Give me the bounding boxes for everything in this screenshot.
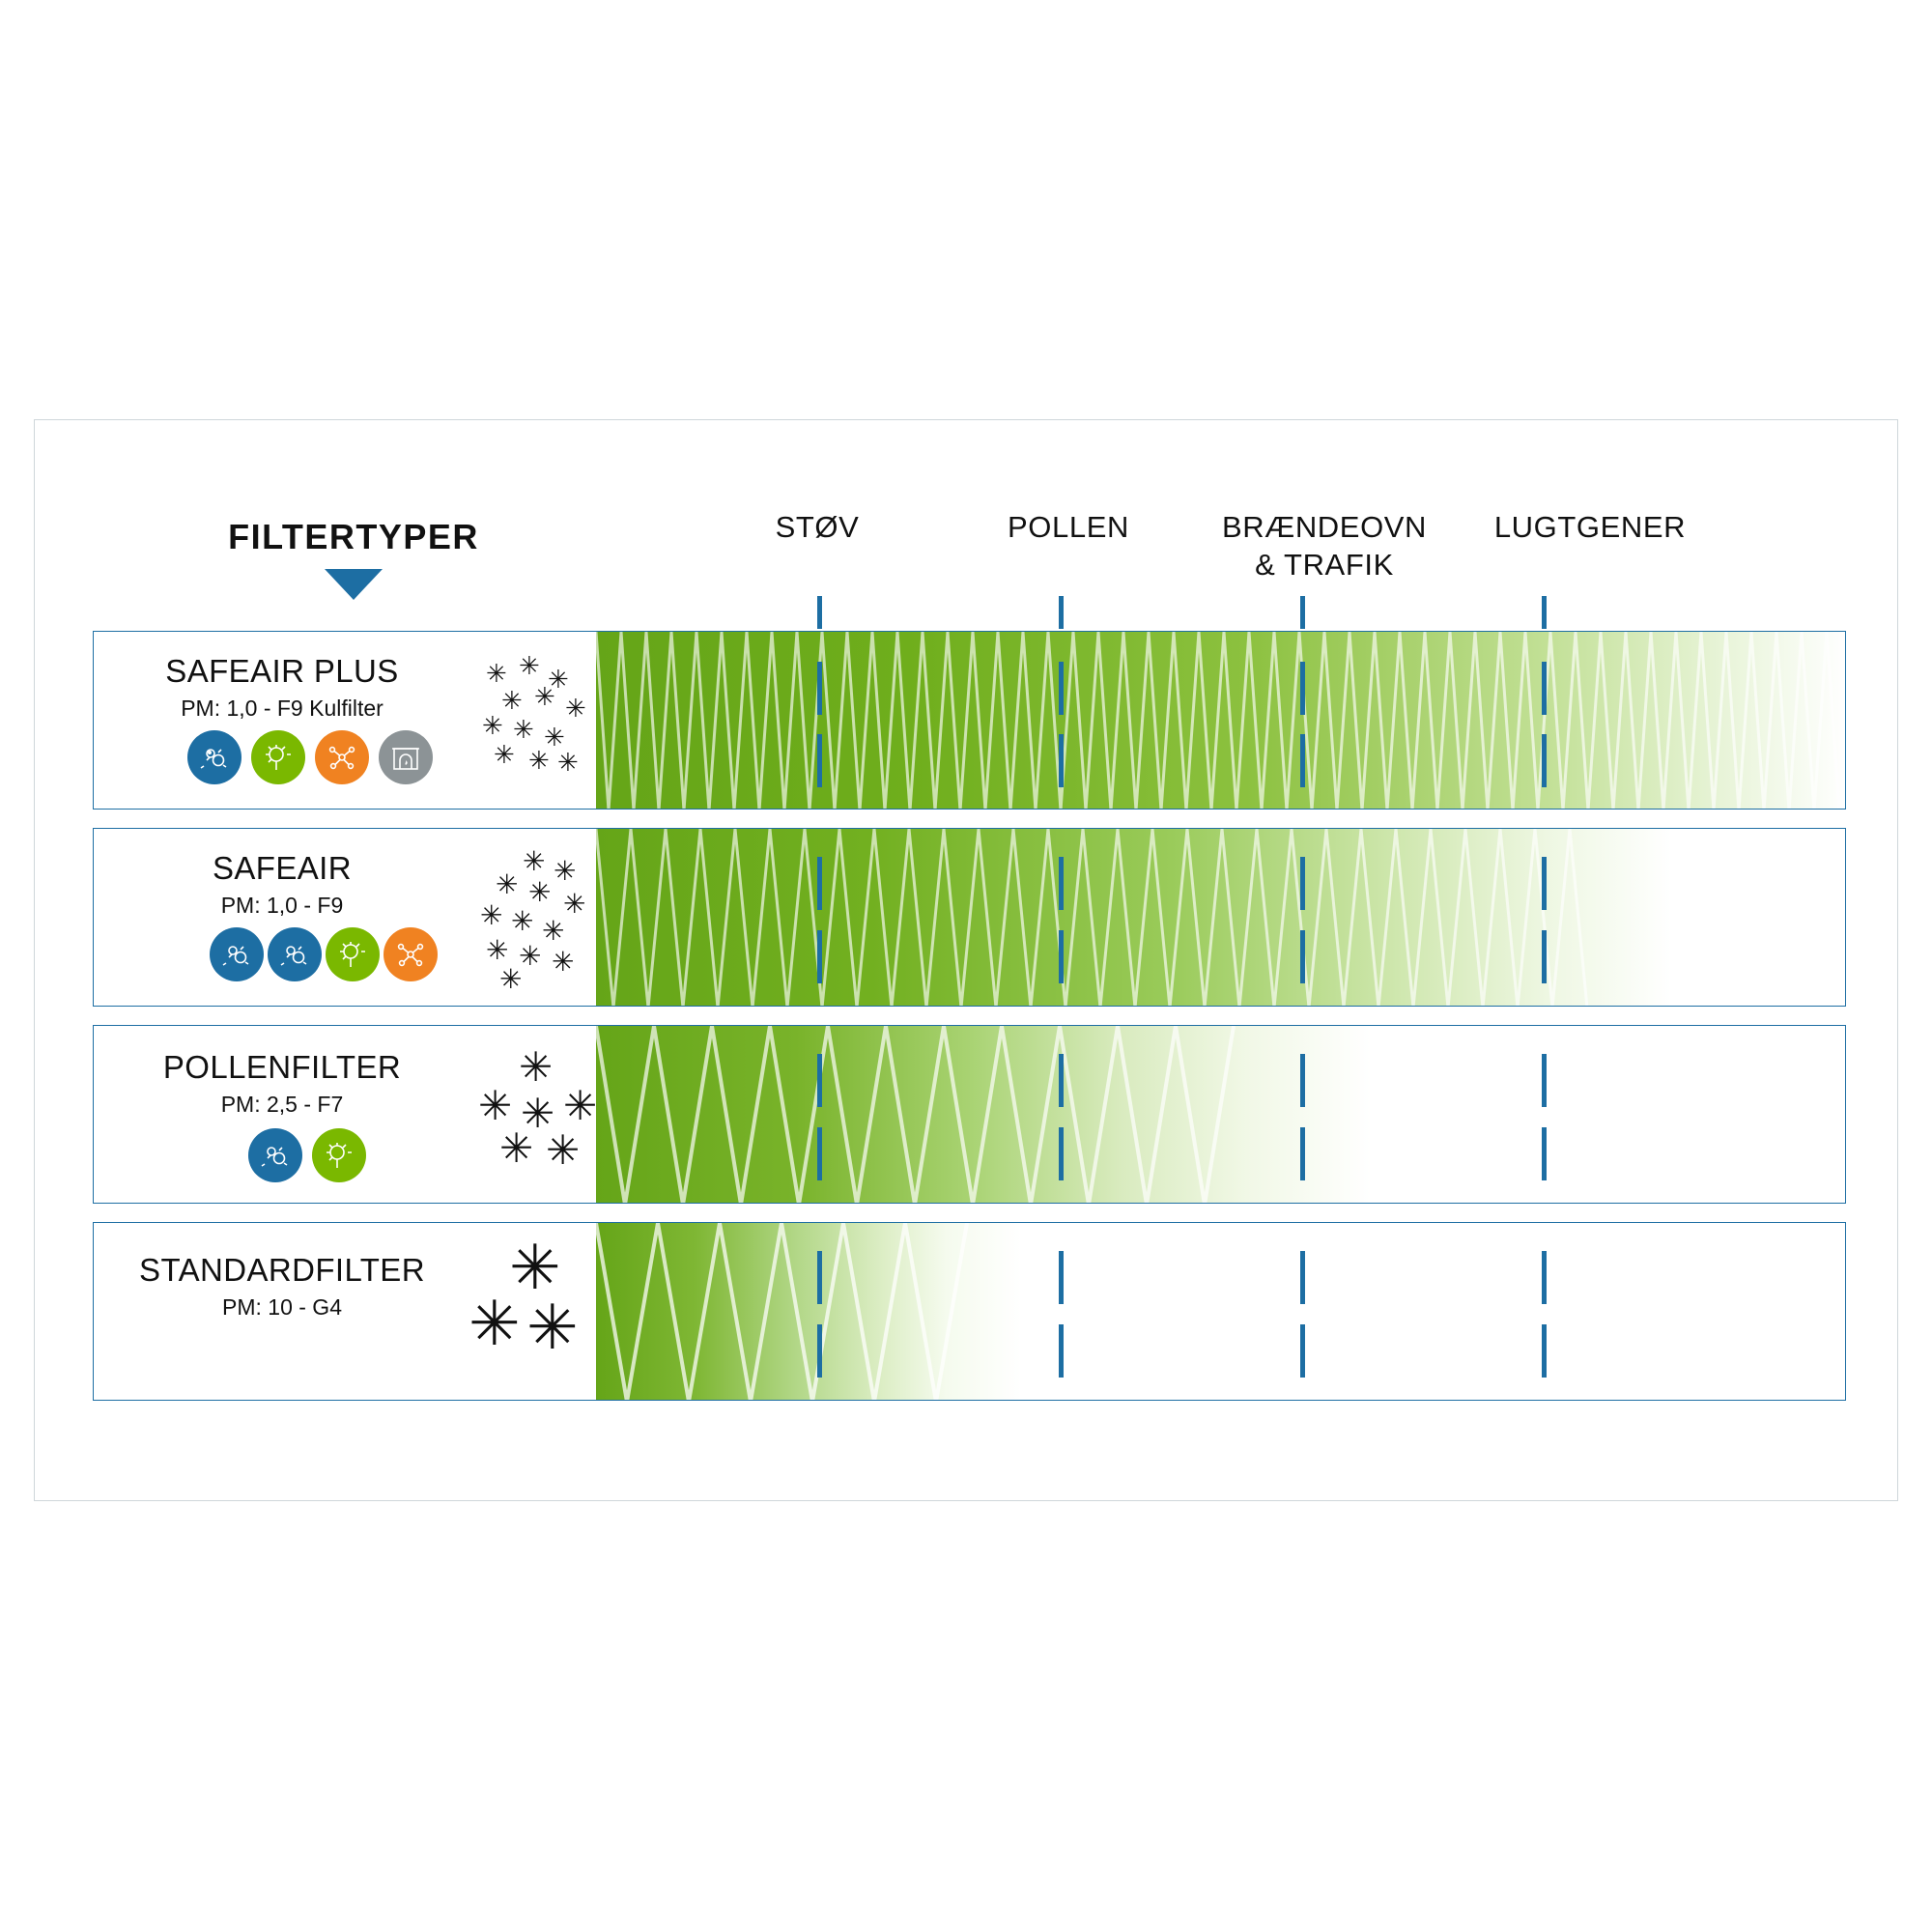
row-spec: PM: 1,0 - F9 Kulfilter <box>181 696 384 721</box>
row-spec: PM: 1,0 - F9 <box>220 893 344 918</box>
column-header-stov <box>711 509 923 547</box>
row-label-safeair-plus <box>94 632 596 809</box>
snowflake-cluster-small: ✳ ✳ ✳ ✳ ✳ ✳ ✳ ✳ ✳ ✳ ✳ ✳ <box>480 846 586 994</box>
tick-segment <box>1542 1324 1547 1378</box>
tick-mark-pollen <box>1059 596 1064 629</box>
row-label-safeair <box>94 829 596 1006</box>
fireplace-icon-grey <box>379 730 433 784</box>
table-row[interactable] <box>93 1025 1846 1204</box>
tick-mark-stov <box>817 596 822 629</box>
row-label-standardfilter <box>94 1223 596 1400</box>
tick-segment <box>1059 1251 1064 1304</box>
coverage-bar-safeair-plus <box>596 632 1846 809</box>
column-header-label: LUGTGENER <box>1493 510 1687 544</box>
page-title: FILTERTYPER <box>228 517 479 556</box>
zigzag-texture <box>596 829 1846 1007</box>
tick-segment <box>1059 662 1064 715</box>
tick-segment <box>1542 734 1547 787</box>
tick-segment <box>817 1324 822 1378</box>
snowflake-cluster-small: ✳ ✳ ✳ ✳ ✳ ✳ ✳ ✳ ✳ ✳ ✳ ✳ <box>482 651 586 777</box>
row-spec: PM: 2,5 - F7 <box>220 1092 344 1117</box>
tick-segment <box>817 857 822 910</box>
column-header-label: POLLEN <box>1008 510 1129 544</box>
chart-frame <box>34 419 1898 1501</box>
tick-segment <box>1542 1054 1547 1107</box>
row-label-pollenfilter <box>94 1026 596 1203</box>
tick-segment <box>1300 930 1305 983</box>
tick-segment <box>1059 930 1064 983</box>
column-header-lugtgener <box>1445 509 1735 547</box>
badge-group <box>187 730 433 784</box>
column-header-label: STØV <box>775 510 860 544</box>
table-row[interactable] <box>93 1222 1846 1401</box>
pollen-icon-green <box>312 1128 366 1182</box>
snowflake-cluster-large: ✳ ✳ ✳ <box>469 1233 579 1362</box>
column-header-braendeovn <box>1179 509 1469 584</box>
dust-icon-blue <box>187 730 242 784</box>
tick-mark-lugtgener <box>1542 596 1547 629</box>
tick-segment <box>1059 857 1064 910</box>
tick-segment <box>1059 1054 1064 1107</box>
tick-segment <box>1542 662 1547 715</box>
row-name: STANDARDFILTER <box>139 1252 425 1288</box>
tick-mark-braendeovn <box>1300 596 1305 629</box>
tick-segment <box>817 1054 822 1107</box>
table-row[interactable] <box>93 631 1846 810</box>
snowflake-cluster-medium: ✳ ✳ ✳ ✳ ✳ ✳ <box>478 1044 598 1173</box>
badge-group <box>248 1128 366 1182</box>
triangle-down-icon <box>325 569 383 600</box>
tick-segment <box>1542 1127 1547 1180</box>
zigzag-texture <box>596 632 1846 810</box>
tick-segment <box>817 734 822 787</box>
dust-icon-blue <box>248 1128 302 1182</box>
tick-segment <box>1542 857 1547 910</box>
zigzag-texture <box>596 1223 1846 1401</box>
molecule-icon-orange <box>384 927 438 981</box>
tick-segment <box>1300 1324 1305 1378</box>
table-row[interactable] <box>93 828 1846 1007</box>
tick-segment <box>1542 930 1547 983</box>
tick-segment <box>1300 857 1305 910</box>
chart-title-block <box>160 517 547 600</box>
dust-icon-blue <box>268 927 322 981</box>
tick-segment <box>1059 1324 1064 1378</box>
tick-segment <box>1300 1127 1305 1180</box>
tick-segment <box>1059 734 1064 787</box>
coverage-bar-standardfilter <box>596 1223 1846 1400</box>
tick-segment <box>1542 1251 1547 1304</box>
coverage-bar-pollenfilter <box>596 1026 1846 1203</box>
row-name: SAFEAIR <box>212 850 352 886</box>
tick-segment <box>817 930 822 983</box>
zigzag-texture <box>596 1026 1846 1204</box>
tick-segment <box>1300 1054 1305 1107</box>
row-spec: PM: 10 - G4 <box>222 1294 342 1320</box>
tick-segment <box>1300 734 1305 787</box>
tick-segment <box>817 1251 822 1304</box>
badge-group <box>210 927 438 981</box>
row-name: SAFEAIR PLUS <box>165 653 399 689</box>
pollen-icon-green <box>326 927 380 981</box>
coverage-bar-safeair <box>596 829 1846 1006</box>
pollen-icon-green <box>251 730 305 784</box>
tick-segment <box>1300 1251 1305 1304</box>
dust-icon-blue <box>210 927 264 981</box>
molecule-icon-orange <box>315 730 369 784</box>
column-header-pollen <box>952 509 1184 547</box>
column-header-label-line1: BRÆNDEOVN <box>1221 510 1428 544</box>
tick-segment <box>817 662 822 715</box>
row-name: POLLENFILTER <box>162 1049 402 1085</box>
tick-segment <box>1059 1127 1064 1180</box>
tick-segment <box>1300 662 1305 715</box>
column-header-label-line2: & TRAFIK <box>1255 547 1394 582</box>
tick-segment <box>817 1127 822 1180</box>
